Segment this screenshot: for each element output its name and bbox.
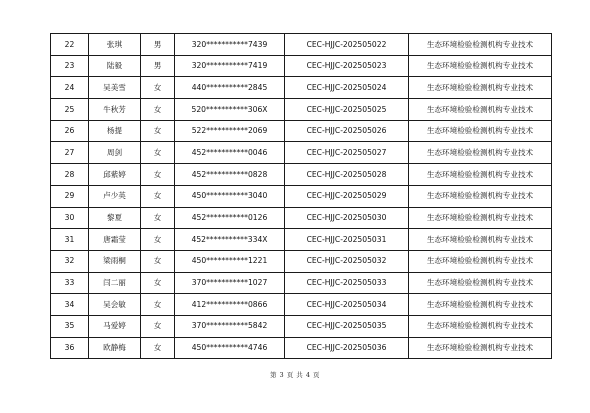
gender-cell: 女	[141, 207, 175, 229]
id-number-cell: 520***********306X	[175, 99, 285, 121]
name-cell: 陆毅	[89, 55, 141, 77]
name-cell: 马爱婷	[89, 315, 141, 337]
row-number-cell: 29	[51, 185, 89, 207]
category-cell: 生态环境检验检测机构专业技术	[409, 77, 552, 99]
category-cell: 生态环境检验检测机构专业技术	[409, 34, 552, 56]
table-row	[51, 99, 552, 121]
certificate-number-cell: CEC-HJJC-202505032	[285, 250, 409, 272]
row-number-cell: 24	[51, 77, 89, 99]
row-number-cell: 30	[51, 207, 89, 229]
gender-cell: 男	[141, 55, 175, 77]
name-cell: 卢少英	[89, 185, 141, 207]
id-number-cell: 370***********1027	[175, 272, 285, 294]
name-cell: 周剑	[89, 142, 141, 164]
certificate-number-cell: CEC-HJJC-202505028	[285, 164, 409, 186]
personnel-table-body	[51, 34, 552, 359]
row-number-cell: 36	[51, 337, 89, 359]
id-number-cell: 440***********2845	[175, 77, 285, 99]
table-row	[51, 315, 552, 337]
id-number-cell: 522***********2069	[175, 120, 285, 142]
gender-cell: 女	[141, 250, 175, 272]
name-cell: 邱紫婷	[89, 164, 141, 186]
category-cell: 生态环境检验检测机构专业技术	[409, 99, 552, 121]
gender-cell: 女	[141, 164, 175, 186]
id-number-cell: 452***********0046	[175, 142, 285, 164]
category-cell: 生态环境检验检测机构专业技术	[409, 164, 552, 186]
category-cell: 生态环境检验检测机构专业技术	[409, 55, 552, 77]
gender-cell: 女	[141, 294, 175, 316]
row-number-cell: 33	[51, 272, 89, 294]
category-cell: 生态环境检验检测机构专业技术	[409, 250, 552, 272]
id-number-cell: 452***********0828	[175, 164, 285, 186]
category-cell: 生态环境检验检测机构专业技术	[409, 272, 552, 294]
table-row	[51, 207, 552, 229]
certificate-number-cell: CEC-HJJC-202505026	[285, 120, 409, 142]
row-number-cell: 26	[51, 120, 89, 142]
personnel-table	[50, 33, 552, 359]
certificate-number-cell: CEC-HJJC-202505033	[285, 272, 409, 294]
certificate-number-cell: CEC-HJJC-202505025	[285, 99, 409, 121]
table-row	[51, 34, 552, 56]
certificate-number-cell: CEC-HJJC-202505022	[285, 34, 409, 56]
row-number-cell: 27	[51, 142, 89, 164]
row-number-cell: 34	[51, 294, 89, 316]
certificate-number-cell: CEC-HJJC-202505031	[285, 229, 409, 251]
gender-cell: 男	[141, 34, 175, 56]
table-row	[51, 229, 552, 251]
gender-cell: 女	[141, 315, 175, 337]
table-row	[51, 55, 552, 77]
certificate-number-cell: CEC-HJJC-202505036	[285, 337, 409, 359]
certificate-number-cell: CEC-HJJC-202505034	[285, 294, 409, 316]
table-row	[51, 272, 552, 294]
name-cell: 吴会敏	[89, 294, 141, 316]
category-cell: 生态环境检验检测机构专业技术	[409, 120, 552, 142]
certificate-number-cell: CEC-HJJC-202505029	[285, 185, 409, 207]
id-number-cell: 412***********0866	[175, 294, 285, 316]
name-cell: 梁雨桐	[89, 250, 141, 272]
gender-cell: 女	[141, 337, 175, 359]
gender-cell: 女	[141, 142, 175, 164]
name-cell: 吴美雪	[89, 77, 141, 99]
table-row	[51, 142, 552, 164]
name-cell: 闫二丽	[89, 272, 141, 294]
id-number-cell: 320***********7439	[175, 34, 285, 56]
row-number-cell: 31	[51, 229, 89, 251]
certificate-number-cell: CEC-HJJC-202505035	[285, 315, 409, 337]
table-row	[51, 294, 552, 316]
name-cell: 欧静梅	[89, 337, 141, 359]
certificate-number-cell: CEC-HJJC-202505023	[285, 55, 409, 77]
id-number-cell: 370***********5842	[175, 315, 285, 337]
id-number-cell: 452***********334X	[175, 229, 285, 251]
name-cell: 黎夏	[89, 207, 141, 229]
table-row	[51, 120, 552, 142]
name-cell: 张琪	[89, 34, 141, 56]
row-number-cell: 35	[51, 315, 89, 337]
category-cell: 生态环境检验检测机构专业技术	[409, 207, 552, 229]
name-cell: 唐霜莹	[89, 229, 141, 251]
table-row	[51, 337, 552, 359]
category-cell: 生态环境检验检测机构专业技术	[409, 185, 552, 207]
row-number-cell: 32	[51, 250, 89, 272]
gender-cell: 女	[141, 272, 175, 294]
gender-cell: 女	[141, 229, 175, 251]
name-cell: 牛秋芳	[89, 99, 141, 121]
row-number-cell: 28	[51, 164, 89, 186]
id-number-cell: 450***********3040	[175, 185, 285, 207]
name-cell: 杨提	[89, 120, 141, 142]
id-number-cell: 320***********7419	[175, 55, 285, 77]
row-number-cell: 23	[51, 55, 89, 77]
id-number-cell: 450***********1221	[175, 250, 285, 272]
category-cell: 生态环境检验检测机构专业技术	[409, 337, 552, 359]
category-cell: 生态环境检验检测机构专业技术	[409, 142, 552, 164]
table-row	[51, 164, 552, 186]
table-row	[51, 185, 552, 207]
certificate-number-cell: CEC-HJJC-202505024	[285, 77, 409, 99]
gender-cell: 女	[141, 120, 175, 142]
row-number-cell: 25	[51, 99, 89, 121]
gender-cell: 女	[141, 99, 175, 121]
category-cell: 生态环境检验检测机构专业技术	[409, 294, 552, 316]
row-number-cell: 22	[51, 34, 89, 56]
certificate-number-cell: CEC-HJJC-202505030	[285, 207, 409, 229]
page-number: 第 3 页 共 4 页	[269, 371, 321, 379]
category-cell: 生态环境检验检测机构专业技术	[409, 229, 552, 251]
table-row	[51, 77, 552, 99]
certificate-number-cell: CEC-HJJC-202505027	[285, 142, 409, 164]
id-number-cell: 452***********0126	[175, 207, 285, 229]
id-number-cell: 450***********4746	[175, 337, 285, 359]
table-row	[51, 250, 552, 272]
gender-cell: 女	[141, 77, 175, 99]
category-cell: 生态环境检验检测机构专业技术	[409, 315, 552, 337]
gender-cell: 女	[141, 185, 175, 207]
